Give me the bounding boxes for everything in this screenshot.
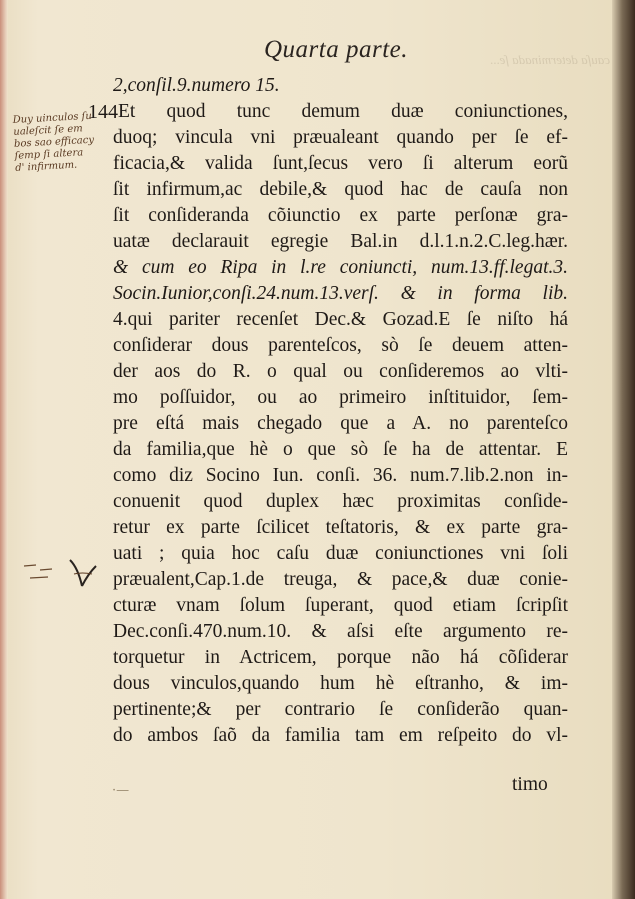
text-line: Et quod tunc demum duæ coniunctiones, xyxy=(118,101,568,122)
text-line: dous vinculos,quando hum hè eſtranho, & im- xyxy=(113,673,568,694)
text-line: der aos do R. o qual ou conſideremos ao vlti- xyxy=(113,361,568,382)
text-line: retur ex parte ſcilicet teſtatoris, & ex parte gra- xyxy=(113,517,568,538)
annotation-line: d' infirmum. xyxy=(15,159,78,174)
annotation-line: bos sao efficacy xyxy=(13,134,95,150)
text-line: ficacia,& valida ſunt,ſecus vero ſi alterum eorũ xyxy=(113,153,568,174)
annotation-line: ualeſcit ſe em xyxy=(13,123,84,138)
ink-smudge: ·— xyxy=(112,783,130,798)
running-head: Quarta parte. xyxy=(264,36,408,63)
text-line: præualent,Cap.1.de treuga, & pace,& duæ conie- xyxy=(113,569,568,590)
text-line: conuenit quod duplex hæc proximitas conſide- xyxy=(113,491,568,512)
text-line: ſit infirmum,ac debile,& quod hac de cauſa non xyxy=(113,179,568,200)
text-line: 4.qui pariter recenſet Dec.& Gozad.E ſe niſto há xyxy=(113,309,568,330)
text-line: ſit conſideranda cõiunctio ex parte perſonæ gra- xyxy=(113,205,568,226)
text-line: Socin.Iunior,conſi.24.num.13.verſ. & in forma lib. xyxy=(113,283,568,304)
annotation-line: Duy uinculos ſu xyxy=(12,110,93,126)
text-line: 2,conſil.9.numero 15. xyxy=(113,75,280,96)
text-line: duoq; vincula vni præualeant quando per ſe ef- xyxy=(113,127,568,148)
text-line: Dec.conſi.470.num.10. & aſsi eſte argumento re- xyxy=(113,621,568,642)
text-line: conſiderar dous parenteſcos, sò ſe deuem atten- xyxy=(113,335,568,356)
text-line: cturæ vnam ſolum ſuperant, quod etiam ſcripſit xyxy=(113,595,568,616)
bleed-through-text: cauſa determinada ſe... xyxy=(489,52,610,67)
text-line: do ambos ſaõ da familia tam em reſpeito do vl- xyxy=(113,725,568,746)
text-line: torquetur in Actricem, porque não há cõſiderar xyxy=(113,647,568,668)
paragraph-number: 144 xyxy=(88,101,118,123)
text-line: & cum eo Ripa in l.re coniuncti, num.13.ff.legat.3. xyxy=(113,257,568,278)
text-line: uatæ declarauit egregie Bal.in d.l.1.n.2.C.leg.hær. xyxy=(113,231,568,252)
catchword: timo xyxy=(512,774,548,795)
text-line: pre eſtá mais chegado que a A. no parenteſco xyxy=(113,413,568,434)
text-line: como diz Socino Iun. conſi. 36. num.7.lib.2.non in- xyxy=(113,465,568,486)
book-gutter xyxy=(612,0,635,899)
text-line: mo poſſuidor, ou ao primeiro inſtituidor, ſem- xyxy=(113,387,568,408)
page-left-edge xyxy=(0,0,8,899)
text-line: da familia,que hè o que sò ſe ha de attentar. E xyxy=(113,439,568,460)
text-line: pertinente;& per contrario ſe conſiderão quan- xyxy=(113,699,568,720)
annotation-line: ſemp ſi altera xyxy=(14,147,84,162)
text-line: uati ; quia hoc caſu duæ coniunctiones vni ſoli xyxy=(113,543,568,564)
marginal-pointer-mark xyxy=(22,556,102,596)
handwritten-annotation xyxy=(13,109,126,175)
